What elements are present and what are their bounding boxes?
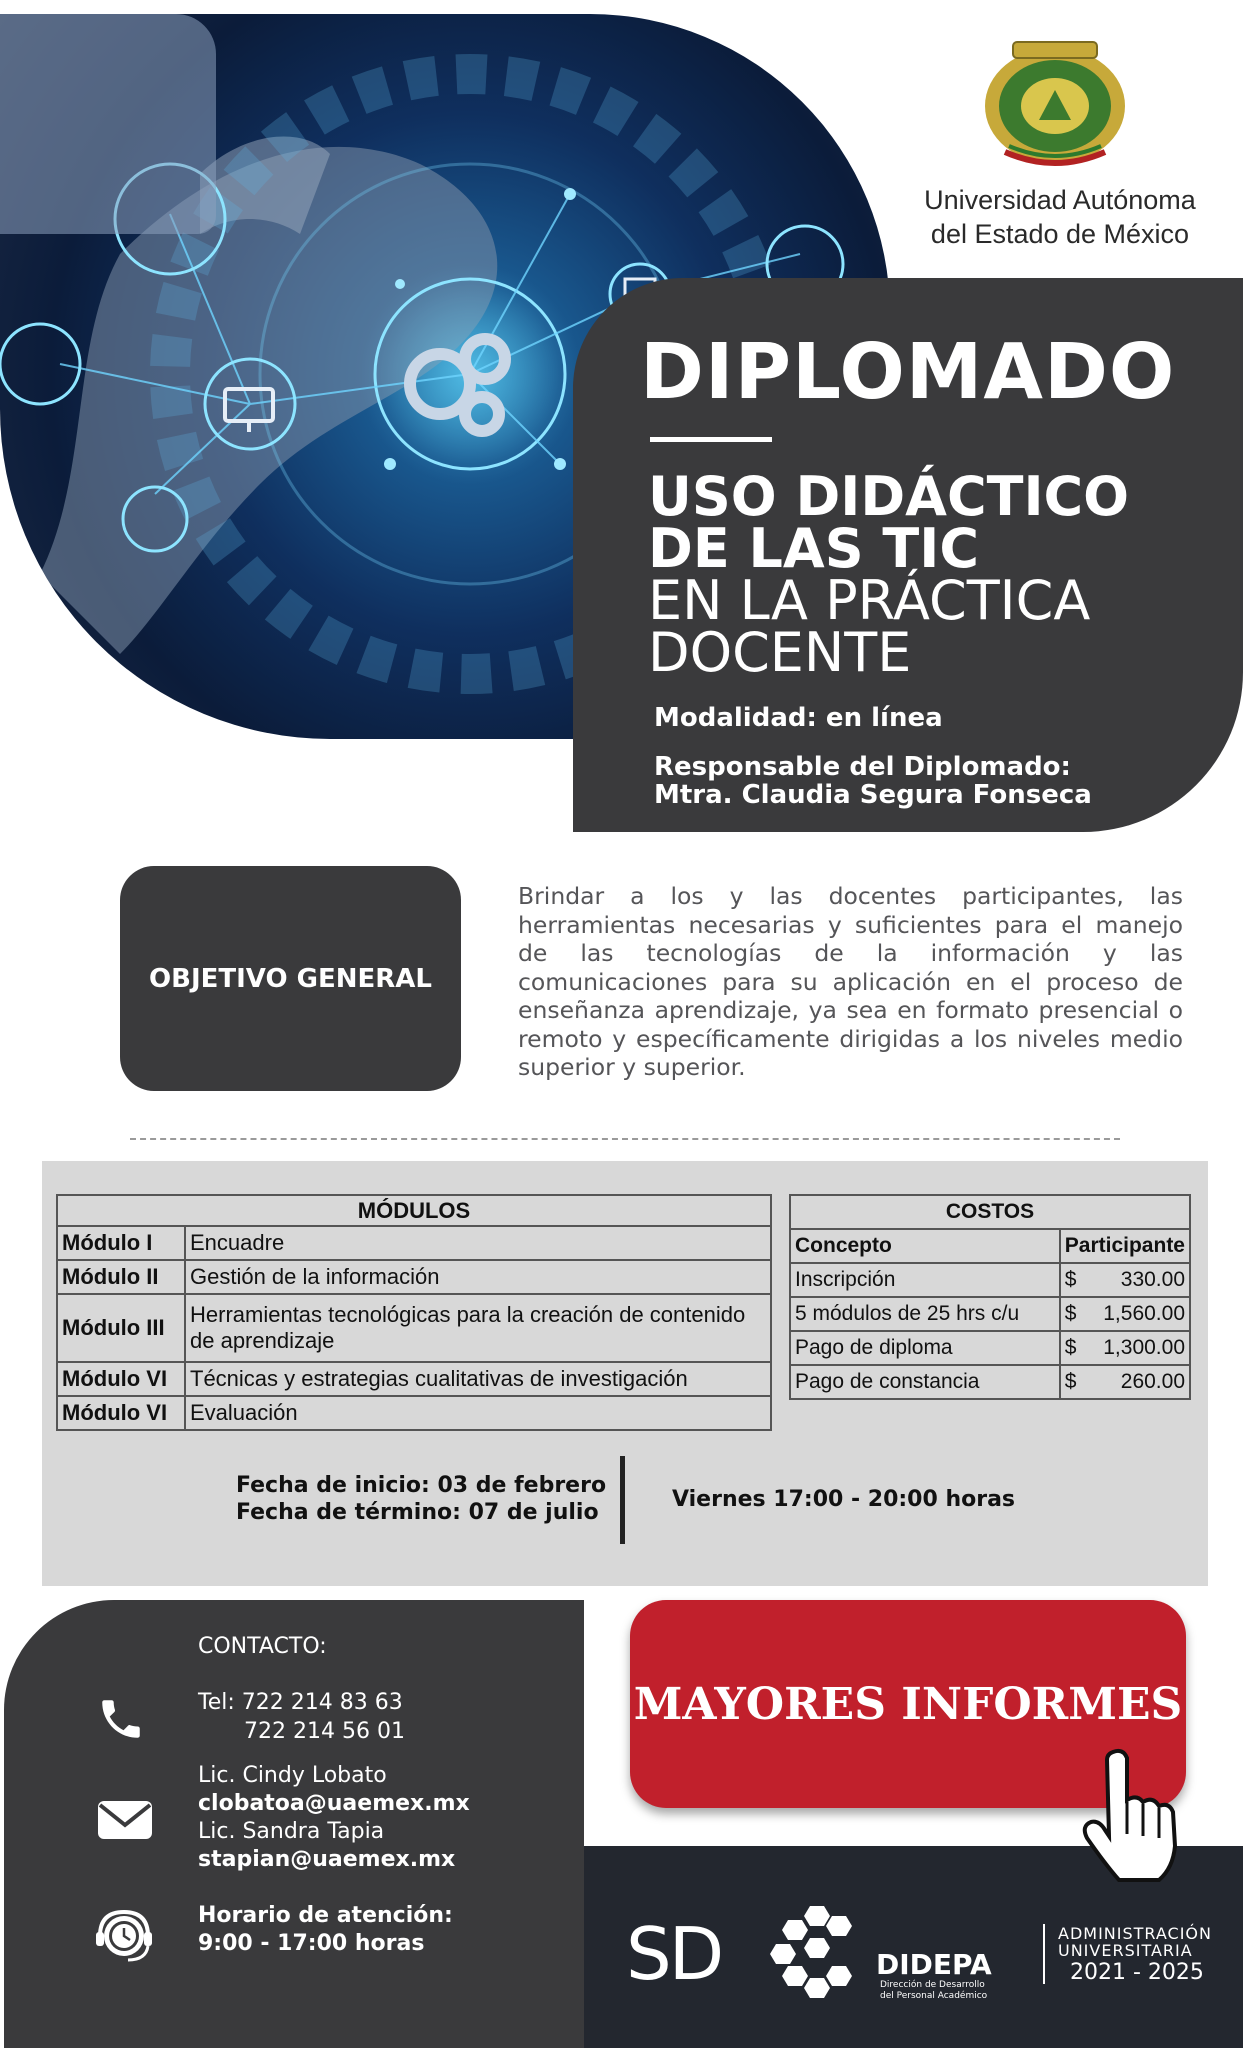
module-label: Módulo III [57, 1294, 185, 1362]
table-row [57, 1260, 771, 1294]
module-label: Módulo II [57, 1260, 185, 1294]
contact-tel-1[interactable]: Tel: 722 214 83 63 [198, 1690, 403, 1715]
currency: $ [1064, 1268, 1077, 1291]
costos-table [789, 1194, 1191, 1400]
contact-email-1[interactable]: clobatoa@uaemex.mx [198, 1791, 470, 1816]
university-name-line2: del Estado de México [930, 219, 1190, 249]
headset-clock-icon [92, 1906, 156, 1966]
table-row [790, 1297, 1190, 1331]
admin-line-2: UNIVERSITARIA [1058, 1941, 1193, 1960]
diplomado-kicker: DIPLOMADO [640, 328, 1176, 417]
col-header-concepto: Concepto [790, 1229, 1060, 1263]
cost-concept: Pago de constancia [790, 1365, 1060, 1399]
didepa-subtitle-2: del Personal Académico [880, 1991, 988, 2001]
modulos-table [56, 1194, 772, 1431]
objetivo-label: OBJETIVO GENERAL [149, 963, 432, 994]
didepa-wordmark: DIDEPA [876, 1948, 992, 1981]
university-name-line1: Universidad Autónoma [924, 185, 1196, 215]
mayores-informes-label: MAYORES INFORMES [633, 1678, 1183, 1730]
table-row [790, 1229, 1190, 1263]
module-label: Módulo VI [57, 1362, 185, 1396]
module-label: Módulo I [57, 1226, 185, 1260]
cost-amount: 1,560.00 [1103, 1302, 1185, 1325]
admin-line-1: ADMINISTRACIÓN [1058, 1924, 1212, 1943]
currency: $ [1064, 1336, 1077, 1359]
module-name: Herramientas tecnológicas para la creación de contenido de aprendizaje [185, 1294, 771, 1362]
objetivo-text: Brindar a los y las docentes participantes, las herramientas necesarias y suficientes para el manejo de las tecnologías de la información y las comunicaciones para su aplicación en el proceso de enseñanza aprendizaje, ya sea en formato presencial o remoto y específicamente dirigidas a los niveles medio superior y superior. [518, 882, 1183, 1081]
table-row [790, 1331, 1190, 1365]
responsable-name: Mtra. Claudia Segura Fonseca [654, 780, 1092, 810]
fecha-inicio: Fecha de inicio: 03 de febrero [236, 1473, 607, 1498]
currency: $ [1064, 1302, 1077, 1325]
admin-divider [1043, 1924, 1045, 1984]
phone-icon [96, 1694, 146, 1744]
module-label: Módulo VI [57, 1396, 185, 1430]
title-line-1: USO DIDÁCTICO [648, 465, 1130, 528]
cost-amount: 330.00 [1120, 1268, 1185, 1291]
fecha-termino: Fecha de término: 07 de julio [236, 1500, 599, 1525]
module-name: Encuadre [185, 1226, 771, 1260]
hero-corner-overlay [0, 14, 216, 234]
responsable-label: Responsable del Diplomado: [654, 752, 1071, 782]
title-divider [650, 437, 772, 442]
costos-header: COSTOS [790, 1195, 1190, 1229]
table-row [57, 1396, 771, 1430]
contact-title: CONTACTO: [198, 1634, 327, 1659]
dashed-divider [130, 1138, 1120, 1140]
university-name [890, 183, 1230, 251]
didepa-logo [770, 1900, 874, 2004]
modulos-header: MÓDULOS [57, 1195, 771, 1226]
horario-value: 9:00 - 17:00 horas [198, 1931, 425, 1956]
table-row [790, 1263, 1190, 1297]
col-header-participante: Participante [1060, 1229, 1190, 1263]
module-name: Técnicas y estrategias cualitativas de investigación [185, 1362, 771, 1396]
title-line-3: EN LA PRÁCTICA [648, 569, 1091, 632]
university-seal [975, 34, 1135, 174]
contact-email-2[interactable]: stapian@uaemex.mx [198, 1847, 456, 1872]
didepa-subtitle-1: Dirección de Desarrollo [880, 1980, 985, 1990]
currency: $ [1064, 1370, 1077, 1393]
modalidad: Modalidad: en línea [654, 703, 943, 733]
objetivo-label-box [120, 866, 461, 1091]
contact-tel-2[interactable]: 722 214 56 01 [244, 1719, 405, 1744]
module-name: Evaluación [185, 1396, 771, 1430]
horario-label: Horario de atención: [198, 1903, 453, 1928]
cost-amount: 1,300.00 [1103, 1336, 1185, 1359]
title-line-4: DOCENTE [648, 621, 912, 684]
class-schedule: Viernes 17:00 - 20:00 horas [672, 1487, 1016, 1512]
title-line-2: DE LAS TIC [648, 517, 979, 580]
cost-concept: 5 módulos de 25 hrs c/u [790, 1297, 1060, 1331]
table-row [57, 1294, 771, 1362]
cost-concept: Pago de diploma [790, 1331, 1060, 1365]
module-name: Gestión de la información [185, 1260, 771, 1294]
hand-cursor-icon [1075, 1746, 1195, 1886]
contact-name-2: Lic. Sandra Tapia [198, 1819, 385, 1844]
table-row [57, 1226, 771, 1260]
mail-icon [96, 1797, 154, 1843]
table-row [790, 1365, 1190, 1399]
contact-name-1: Lic. Cindy Lobato [198, 1763, 387, 1788]
cost-concept: Inscripción [790, 1263, 1060, 1297]
vertical-divider [620, 1456, 625, 1544]
table-row [57, 1362, 771, 1396]
sd-logo: SD [626, 1912, 722, 1996]
admin-years: 2021 - 2025 [1070, 1960, 1204, 1985]
cost-amount: 260.00 [1120, 1370, 1185, 1393]
